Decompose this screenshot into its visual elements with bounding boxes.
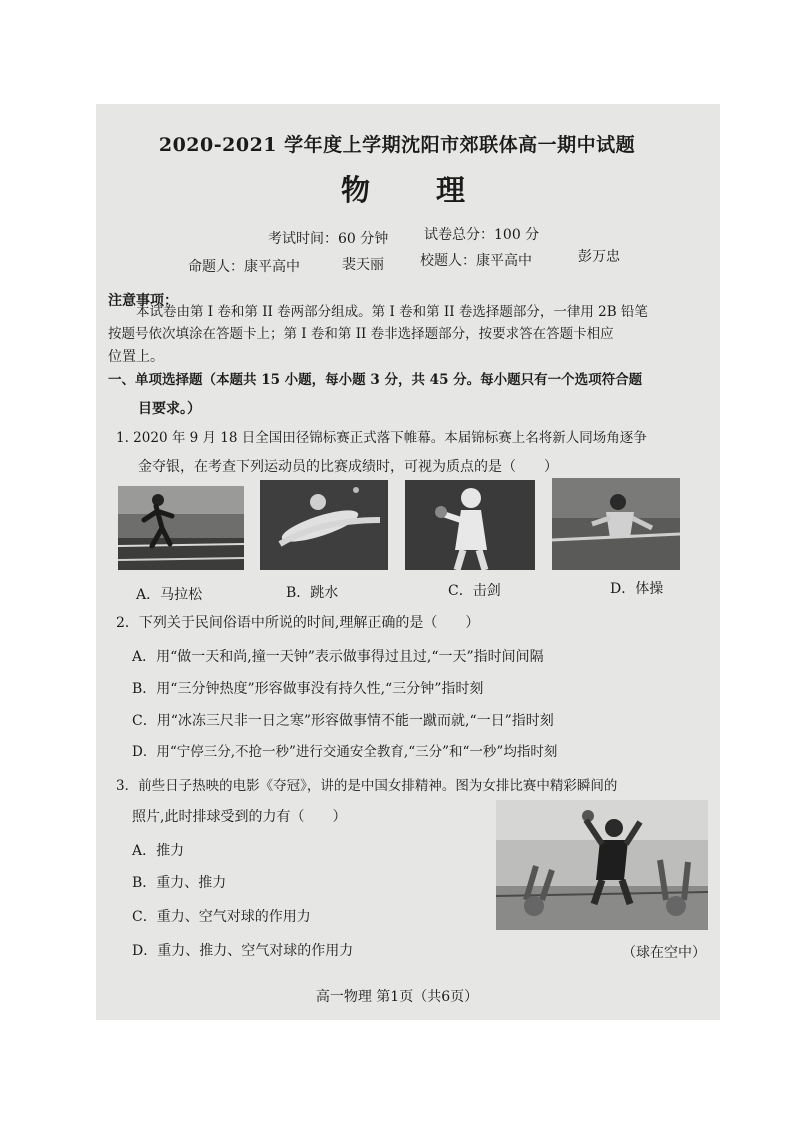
exam-time: 考试时间：60 分钟 — [268, 231, 389, 247]
q2-option-d: D．用“宁停三分,不抢一秒”进行交通安全教育,“三分”和“一秒”均指时刻 — [132, 744, 558, 760]
q2-option-b: B．用“三分钟热度”形容做事没有持久性,“三分钟”指时刻 — [132, 681, 484, 697]
q2-option-c: C．用“冰冻三尺非一日之寒”形容做事情不能一蹴而就,“一日”指时刻 — [132, 713, 554, 729]
q3-option-a: A．推力 — [132, 843, 185, 859]
q3-option-b: B．重力、推力 — [132, 875, 227, 891]
q1-stem-line-1: 1. 2020 年 9 月 18 日全国田径锦标赛正式落下帷幕。本届锦标赛上名将新人同场角逐争 — [116, 430, 647, 446]
diving-photo — [260, 480, 388, 570]
reviewer-name: 彭万忠 — [578, 249, 620, 265]
q3-photo-caption: （球在空中） — [622, 945, 706, 961]
gymnastics-photo — [552, 478, 680, 570]
marathon-photo — [118, 486, 244, 570]
q3-option-d: D．重力、推力、空气对球的作用力 — [132, 943, 354, 959]
q1-option-d: D．体操 — [610, 581, 664, 597]
q2-stem: 2．下列关于民间俗语中所说的时间,理解正确的是（ ） — [116, 615, 480, 631]
q1-stem-line-2: 金夺银，在考查下列运动员的比赛成绩时，可视为质点的是（ ） — [138, 459, 558, 475]
notice-heading: 注意事项： — [108, 293, 178, 309]
q1-option-a: A．马拉松 — [136, 587, 203, 603]
q2-option-a: A．用“做一天和尚,撞一天钟”表示做事得过且过,“一天”指时间间隔 — [132, 649, 544, 665]
volleyball-photo — [496, 800, 708, 930]
notice-line-3: 位置上。 — [108, 349, 164, 365]
section-1-heading-cont: 目要求。） — [138, 401, 201, 417]
page-footer: 高一物理 第1页（共6页） — [315, 989, 479, 1005]
q1-option-c: C．击剑 — [448, 583, 501, 599]
author-name: 裴天丽 — [342, 257, 384, 273]
notice-line-1: 本试卷由第 I 卷和第 II 卷两部分组成。第 I 卷和第 II 卷选择题部分，一律用 2B 铅笔 — [136, 304, 648, 320]
notice-line-2: 按题号依次填涂在答题卡上；第 I 卷和第 II 卷非选择题部分，按要求答在答题卡相应 — [108, 326, 614, 342]
q1-option-b: B．跳水 — [286, 585, 339, 601]
fencing-photo — [405, 480, 535, 570]
author-label: 命题人：康平高中 — [188, 259, 300, 275]
q3-option-c: C．重力、空气对球的作用力 — [132, 909, 311, 925]
q3-stem-line-1: 3．前些日子热映的电影《夺冠》，讲的是中国女排精神。图为女排比赛中精彩瞬间的 — [116, 778, 618, 794]
section-1-heading: 一、单项选择题（本题共 15 小题，每小题 3 分，共 45 分。每小题只有一个选项符合题 — [108, 372, 643, 388]
reviewer-label: 校题人：康平高中 — [420, 253, 532, 269]
q3-stem-line-2: 照片,此时排球受到的力有（ ） — [132, 809, 347, 825]
exam-title: 2020-2021 学年度上学期沈阳市郊联体高一期中试题 — [158, 134, 636, 156]
total-score: 试卷总分：100 分 — [424, 227, 540, 243]
subject-title: 物 理 — [340, 173, 494, 207]
